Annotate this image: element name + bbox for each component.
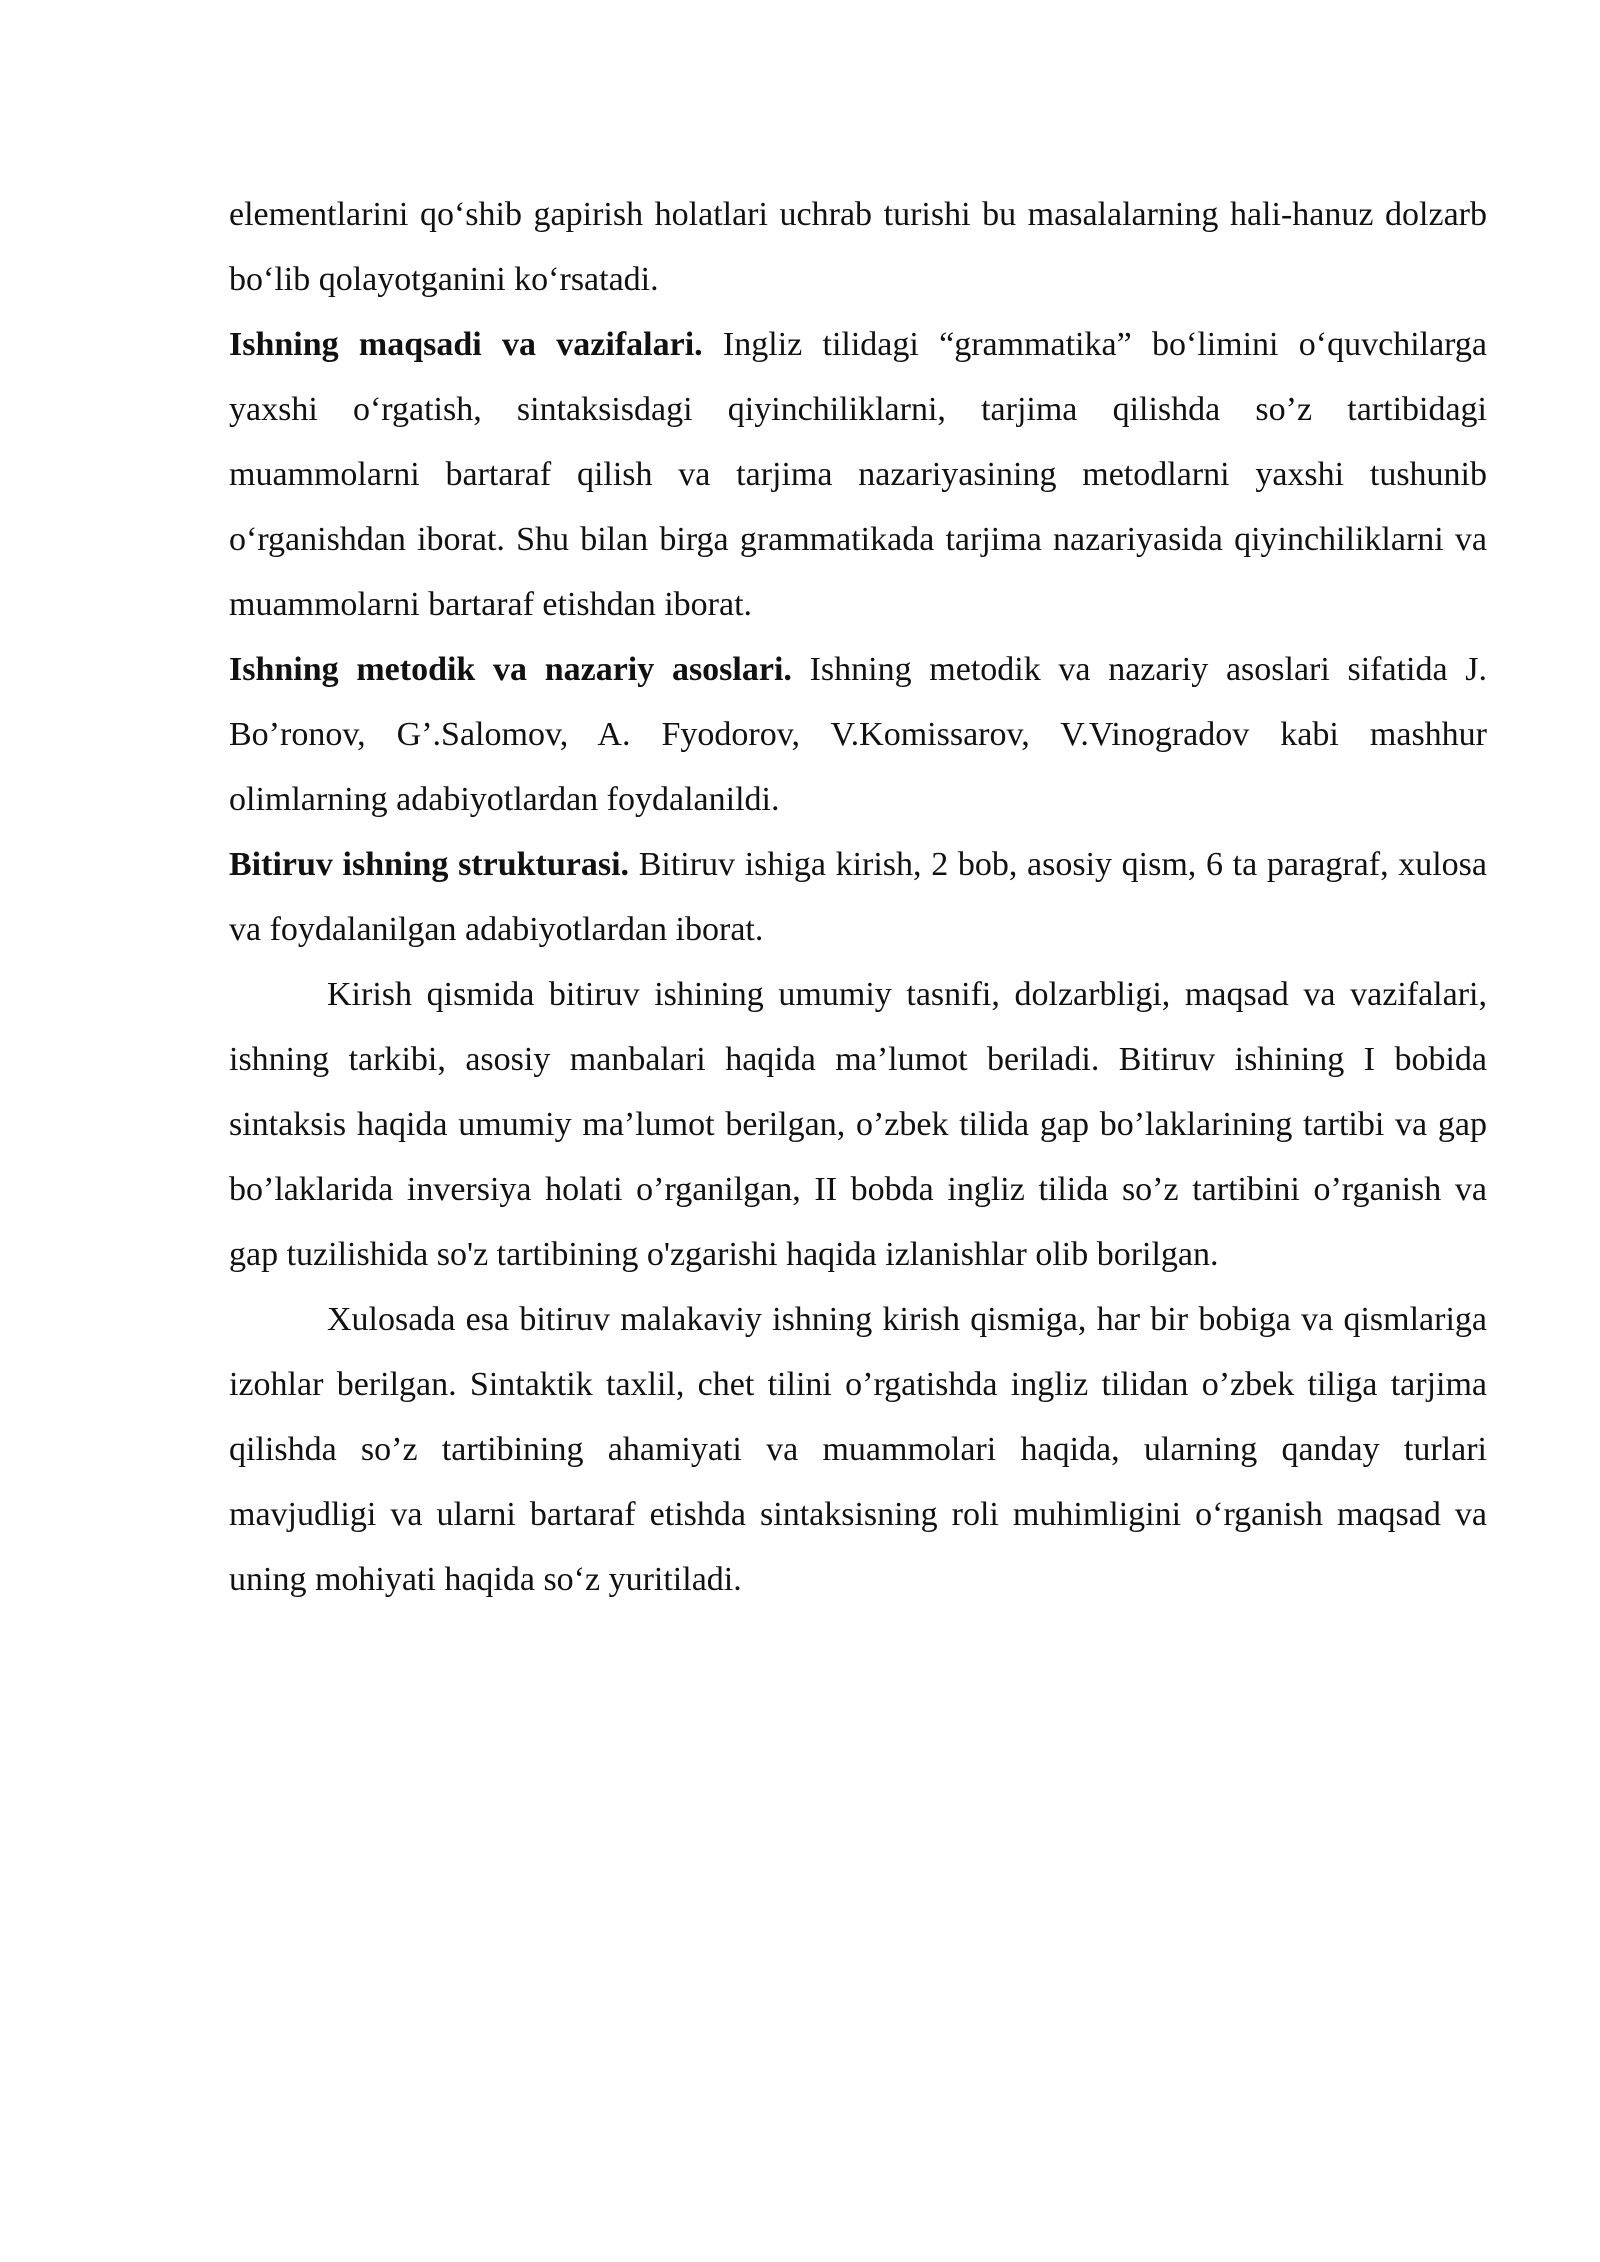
paragraph-text: Xulosada esa bitiruv malakaviy ishning kirish qismiga, har bir bobiga va qismlariga izohlar berilgan. Sintaktik taxlil, chet tilini o’rgatishda ingliz tilidan o’zbek tiliga tarjima qilishda so’z tartibining ahamiyati va muammolari haqida, ularning qanday turlari mavjudligi va ularni bartaraf etishda sintaksisning roli muhimligini o‘rganish maqsad va uning mohiyati haqida so‘z yuritiladi. <box>229 1301 1487 1598</box>
paragraph-text: elementlarini qo‘shib gapirish holatlari uchrab turishi bu masalalarning hali-hanuz dolzarb bo‘lib qolayotganini ko‘rsatadi. <box>229 196 1487 298</box>
paragraph-text: Bitiruv ishiga kirish, 2 bob, asosiy qism, 6 ta paragraf, xulosa va foydalanilgan adabiyotlardan iborat. <box>229 846 1488 948</box>
paragraph-heading: Ishning maqsadi va vazifalari. <box>229 326 703 363</box>
paragraph-text: Kirish qismida bitiruv ishining umumiy tasnifi, dolzarbligi, maqsad va vazifalari, ishning tarkibi, asosiy manbalari haqida ma’lumot beriladi. Bitiruv ishining I bobida sintaksis haqida umumiy ma’lumot berilgan, o’zbek tilida gap bo’laklarining tartibi va gap bo’laklarida inversiya holati o’rganilgan, II bobda ingliz tilida so’z tartibini o’rganish va gap tuzilishida so'z tartibining o'zgarishi haqida izlanishlar olib borilgan. <box>229 976 1487 1273</box>
paragraph-text: Ingliz tilidagi “grammatika” bo‘limini o‘quvchilarga yaxshi o‘rgatish, sintaksisdagi qiyinchiliklarni, tarjima qilishda so’z tartibidagi muammolarni bartaraf qilish va tarjima nazariyasining metodlarni yaxshi tushunib o‘rganishdan iborat. Shu bilan birga grammatikada tarjima nazariyasida qiyinchiliklarni va muammolarni bartaraf etishdan iborat. <box>229 326 1487 623</box>
paragraph-intro <box>229 962 1487 1287</box>
paragraph-structure <box>229 832 1487 962</box>
paragraph-conclusion <box>229 1287 1487 1612</box>
paragraph-heading: Ishning metodik va nazariy asoslari. <box>229 651 792 688</box>
paragraph-methods <box>229 637 1487 832</box>
paragraph-goals <box>229 312 1487 637</box>
paragraph-heading: Bitiruv ishning strukturasi. <box>229 846 630 883</box>
document-page <box>229 182 1487 1612</box>
paragraph-continuation <box>229 182 1487 312</box>
paragraph-text: Ishning metodik va nazariy asoslari sifatida J. Bo’ronov, G’.Salomov, A. Fyodorov, V.Komissarov, V.Vinogradov kabi mashhur olimlarning adabiyotlardan foydalanildi. <box>229 651 1487 818</box>
